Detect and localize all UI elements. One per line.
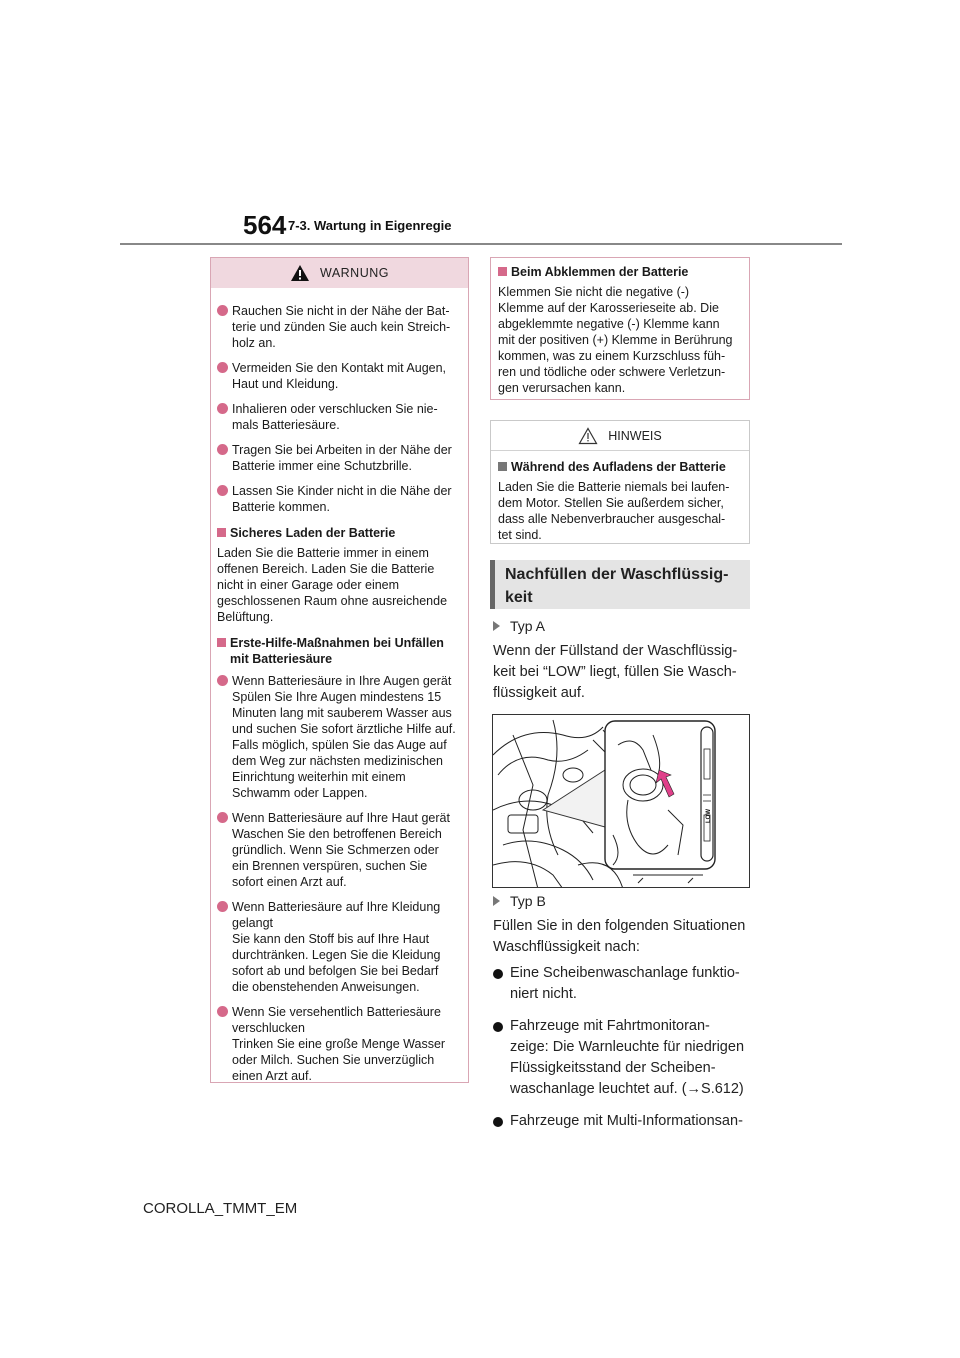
- disconnect-subheading: [498, 264, 742, 280]
- disconnect-title: Beim Abklemmen der Batterie: [511, 265, 689, 279]
- bullet-dot-icon: [217, 812, 228, 823]
- bullet-item: [217, 303, 460, 351]
- bullet-item: [217, 810, 460, 890]
- list-item: [493, 1016, 755, 1100]
- square-bullet-icon: [498, 267, 507, 276]
- section-heading: [490, 560, 750, 609]
- firstaid-title: Erste-Hilfe-Maßnahmen bei Unfällen mit Batteriesäure: [230, 636, 444, 666]
- type-b-label: Typ B: [510, 893, 546, 909]
- header-rule: [120, 243, 842, 245]
- bullet-text: Wenn Sie versehentlich Batteriesäure verschlucken Trinken Sie eine große Menge Wasser oder Milch. Suchen Sie unverzüglich einen Arzt auf.: [232, 1005, 446, 1083]
- bullet-dot-icon: [217, 1006, 228, 1017]
- callout-pointer: [543, 770, 605, 827]
- list-item: [493, 963, 755, 1005]
- type-a-line: [493, 618, 545, 634]
- notice-body: [491, 451, 749, 545]
- list-item-text: Fahrzeuge mit Multi-Informationsan-: [510, 1113, 743, 1129]
- page-number: 564: [243, 210, 287, 240]
- bullet-dot-icon: [217, 403, 228, 414]
- charging-title: Sicheres Laden der Batterie: [230, 526, 396, 540]
- warning-body: [211, 288, 468, 1084]
- caution-triangle-icon: [578, 427, 598, 445]
- list-item-text: Eine Scheibenwaschanlage funktio- niert nicht.: [510, 965, 740, 1002]
- bullet-item: [217, 401, 460, 433]
- dipstick-low-label: LOW: [706, 809, 712, 823]
- charging-text: Laden Sie die Batterie immer in einem offenen Bereich. Laden Sie die Batterie nicht in einer Garage oder einem geschlossenen Raum ohne ausreichende Belüftung.: [217, 546, 448, 624]
- list-item: [493, 1111, 755, 1132]
- triangle-arrow-icon: [493, 896, 500, 906]
- bullet-text: Lassen Sie Kinder nicht in die Nähe der Batterie kommen.: [232, 484, 452, 514]
- bullet-item: [217, 483, 460, 515]
- warning-triangle-icon: [290, 264, 310, 282]
- type-b-line: [493, 893, 546, 909]
- bullet-dot-icon: [217, 362, 228, 373]
- notice-subheading: [498, 459, 742, 475]
- square-bullet-icon: [498, 462, 507, 471]
- bullet-dot-icon: [217, 901, 228, 912]
- notice-header: [491, 421, 749, 451]
- square-bullet-icon: [217, 528, 226, 537]
- bullet-text: Inhalieren oder verschlucken Sie nie- mals Batteriesäure.: [232, 402, 438, 432]
- firstaid-subheading: [217, 635, 460, 667]
- notice-text: Laden Sie die Batterie niemals bei laufen- dem Motor. Stellen Sie außerdem sicher, dass alle Nebenverbraucher ausgeschal- tet sind.: [498, 480, 730, 542]
- bullet-item: [217, 899, 460, 995]
- notice-label: HINWEIS: [608, 428, 662, 443]
- bullet-item: [217, 442, 460, 474]
- warning-box: [210, 257, 469, 1083]
- bullet-dot-icon: [493, 1022, 503, 1032]
- type-b-text: Füllen Sie in den folgenden Situationen Waschflüssigkeit nach:: [493, 918, 746, 955]
- bullet-item: [217, 360, 460, 392]
- bullet-text: Vermeiden Sie den Kontakt mit Augen, Haut und Kleidung.: [232, 361, 447, 391]
- bullet-dot-icon: [217, 675, 228, 686]
- bullet-dot-icon: [493, 969, 503, 979]
- type-a-text: Wenn der Füllstand der Waschflüssig- keit bei “LOW” liegt, füllen Sie Wasch- flüssigkeit auf.: [493, 643, 738, 701]
- bullet-dot-icon: [493, 1117, 503, 1127]
- footer-model-code: COROLLA_TMMT_EM: [143, 1200, 298, 1217]
- bullet-text: Wenn Batteriesäure auf Ihre Haut gerät Waschen Sie den betroffenen Bereich gründlich. Wenn Sie Schmerzen oder ein Brennen verspüren, suchen Sie sofort einen Arzt auf.: [232, 811, 450, 889]
- bullet-item: [217, 673, 460, 801]
- bullet-text: Rauchen Sie nicht in der Nähe der Bat- terie und zünden Sie auch kein Streich- holz an.: [232, 304, 451, 350]
- warning-label: WARNUNG: [319, 266, 389, 280]
- list-item-text: Fahrzeuge mit Fahrtmonitoran- zeige: Die Warnleuchte für niedrigen Flüssigkeitsstand der Scheiben- waschanlage leuchtet auf. (→S.612): [510, 1018, 745, 1097]
- disconnect-box: [490, 257, 750, 400]
- square-bullet-icon: [217, 638, 226, 647]
- notice-box: [490, 420, 750, 544]
- bullet-text: Tragen Sie bei Arbeiten in der Nähe der Batterie immer eine Schutzbrille.: [232, 443, 452, 473]
- charging-subheading: [217, 525, 460, 541]
- section-title: 7-3. Wartung in Eigenregie: [288, 218, 452, 233]
- bullet-item: [217, 1004, 460, 1084]
- section-heading-text: Nachfüllen der Waschflüssig- keit: [505, 566, 729, 606]
- engine-bay-illustration: [493, 715, 750, 888]
- warning-header: [211, 258, 468, 288]
- triangle-arrow-icon: [493, 621, 500, 631]
- disconnect-text: Klemmen Sie nicht die negative (-) Klemme auf der Karosserieseite ab. Die abgeklemmte negative (-) Klemme kann mit der positiven (+) Klemme in Berührung kommen, was zu einem Kurzschluss füh- ren und tödliche oder schwere Verletzun- gen verursachen kann.: [498, 285, 733, 395]
- type-a-label: Typ A: [510, 618, 546, 634]
- bullet-dot-icon: [217, 485, 228, 496]
- bullet-text: Wenn Batteriesäure in Ihre Augen gerät Spülen Sie Ihre Augen mindestens 15 Minuten lang mit sauberem Wasser aus und suchen Sie sofort ärztliche Hilfe auf. Falls möglich, spülen Sie das Auge auf dem Weg zur nächsten medizinischen Einrichtung weiterhin mit einem Schwamm oder Lappen.: [232, 674, 456, 800]
- washer-fluid-figure: [492, 714, 750, 888]
- bullet-dot-icon: [217, 444, 228, 455]
- bullet-text: Wenn Batteriesäure auf Ihre Kleidung gelangt Sie kann den Stoff bis auf Ihre Haut durchtränken. Legen Sie die Kleidung sofort ab und befolgen Sie bei Bedarf die obenstehenden Anweisungen.: [232, 900, 441, 994]
- notice-title: Während des Aufladens der Batterie: [511, 460, 726, 474]
- type-b-list: [493, 963, 755, 1143]
- bullet-dot-icon: [217, 305, 228, 316]
